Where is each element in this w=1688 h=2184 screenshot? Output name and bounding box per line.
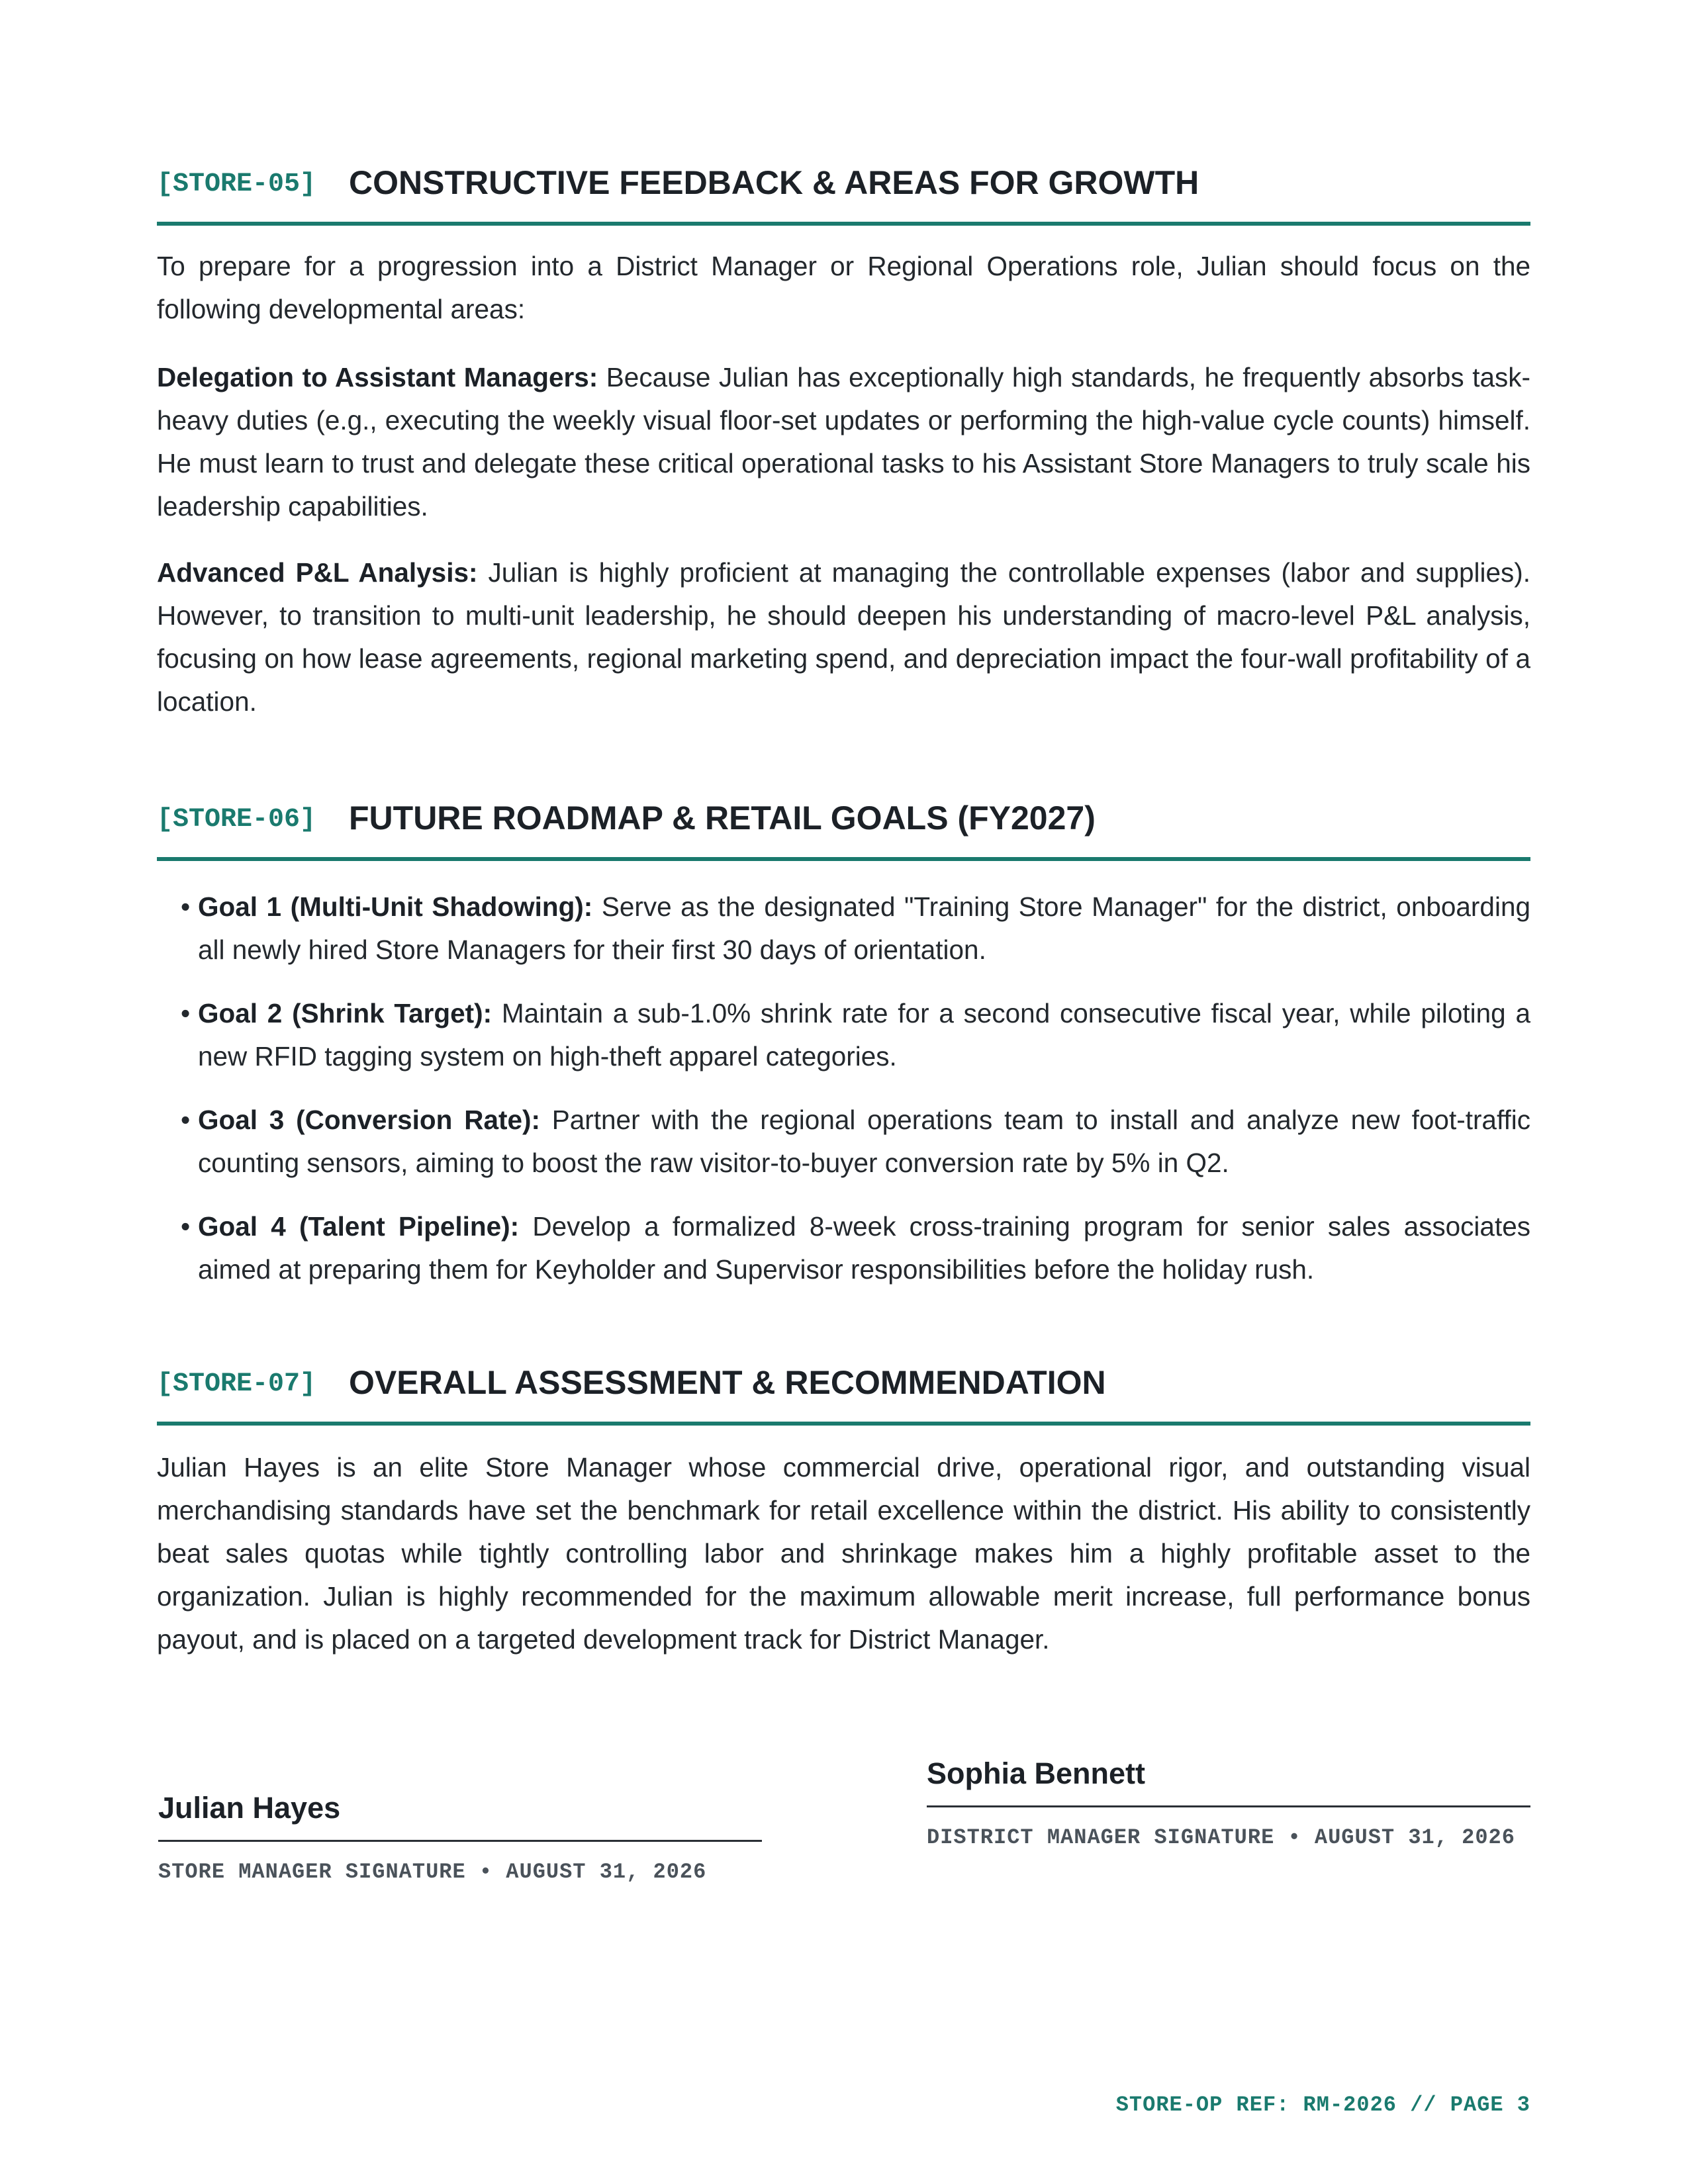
signature-name: Sophia Bennett — [927, 1756, 1530, 1807]
section-code: [STORE-07] — [157, 1369, 316, 1399]
section-code: [STORE-05] — [157, 169, 316, 199]
page-footer-reference: STORE-OP REF: RM-2026 // PAGE 3 — [1115, 2093, 1530, 2117]
section-title: FUTURE ROADMAP & RETAIL GOALS (FY2027) — [349, 799, 1096, 837]
goal-label: Goal 1 (Multi-Unit Shadowing): — [198, 891, 593, 922]
feedback-item-delegation — [157, 356, 1530, 528]
signature-caption: DISTRICT MANAGER SIGNATURE • AUGUST 31, 2026 — [927, 1825, 1515, 1850]
feedback-item-label: Advanced P&L Analysis: — [157, 557, 478, 588]
assessment-body: Julian Hayes is an elite Store Manager whose commercial drive, operational rigor, and outstanding visual merchandising standards have set the benchmark for retail excellence within the district. His ability to consistently beat sales quotas while tightly controlling labor and shrinkage makes him a highly profitable asset to the organization. Julian is highly recommended for the maximum allowable merit increase, full performance bonus payout, and is placed on a targeted development track for District Manager. — [157, 1452, 1530, 1655]
section-code: [STORE-06] — [157, 805, 316, 835]
list-item-goal-4 — [157, 1205, 1530, 1291]
bullet-icon: • — [181, 1211, 191, 1242]
section-header-store-05 — [157, 162, 1530, 226]
feedback-item-text: Because Julian has exceptionally high standards, he frequently absorbs task-heavy duties (e.g., executing the weekly visual floor-set updates or performing the high-value cycle counts) himself. He must learn to trust and delegate these critical operational tasks to his Assistant Store Managers to truly scale his leadership capabilities. — [157, 362, 1530, 522]
goal-text: Maintain a sub-1.0% shrink rate for a second consecutive fiscal year, while piloting a new RFID tagging system on high-theft apparel categories. — [198, 998, 1530, 1071]
goal-label: Goal 3 (Conversion Rate): — [198, 1105, 540, 1135]
feedback-item-label: Delegation to Assistant Managers: — [157, 362, 598, 392]
section-title: OVERALL ASSESSMENT & RECOMMENDATION — [349, 1364, 1106, 1401]
signature-name: Julian Hayes — [158, 1791, 762, 1842]
bullet-icon: • — [181, 891, 191, 922]
feedback-item-pl-analysis — [157, 551, 1530, 723]
list-item-goal-3 — [157, 1099, 1530, 1185]
bullet-icon: • — [181, 1105, 191, 1135]
goal-label: Goal 2 (Shrink Target): — [198, 998, 492, 1028]
goal-text: Partner with the regional operations team to install and analyze new foot-traffic counting sensors, aiming to boost the raw visitor-to-buyer conversion rate by 5% in Q2. — [198, 1105, 1530, 1178]
list-item-goal-2 — [157, 992, 1530, 1078]
section-header-store-07 — [157, 1362, 1530, 1426]
goal-text: Serve as the designated "Training Store Manager" for the district, onboarding all newly hired Store Managers for their first 30 days of orientation. — [198, 891, 1530, 965]
goals-list — [157, 886, 1530, 1312]
signature-district-manager — [927, 1756, 1530, 1855]
feedback-intro: To prepare for a progression into a District Manager or Regional Operations role, Julian should focus on the following developmental areas: — [157, 251, 1530, 324]
list-item-goal-1 — [157, 886, 1530, 972]
section-header-store-06 — [157, 797, 1530, 861]
goal-label: Goal 4 (Talent Pipeline): — [198, 1211, 520, 1242]
feedback-item-text: Julian is highly proficient at managing the controllable expenses (labor and supplies). However, to transition to multi-unit leadership, he should deepen his understanding of macro-level P&L analysis, focusing on how lease agreements, regional marketing spend, and depreciation impact the four-wall profitability of a location. — [157, 557, 1530, 717]
signature-store-manager — [158, 1791, 762, 1889]
goal-text: Develop a formalized 8-week cross-training program for senior sales associates aimed at preparing them for Keyholder and Supervisor responsibilities before the holiday rush. — [198, 1211, 1530, 1285]
signature-caption: STORE MANAGER SIGNATURE • AUGUST 31, 2026 — [158, 1860, 707, 1884]
section-title: CONSTRUCTIVE FEEDBACK & AREAS FOR GROWTH — [349, 164, 1199, 201]
bullet-icon: • — [181, 998, 191, 1028]
